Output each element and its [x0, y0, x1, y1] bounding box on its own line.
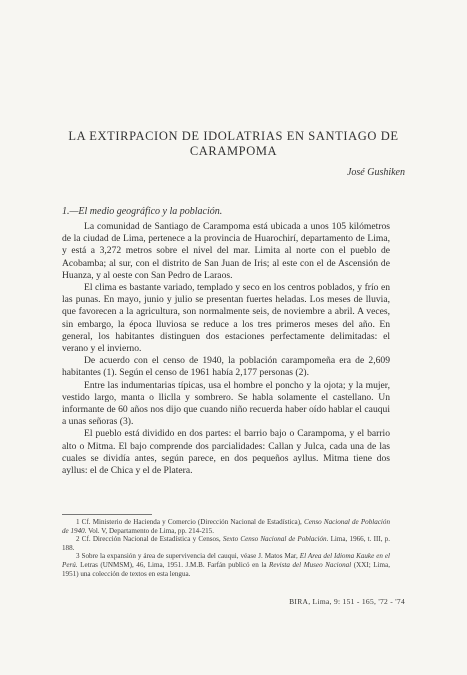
footnote-title: Sexto Censo Nacional de Población.: [222, 535, 329, 544]
footnote-text: (XXI; Lima, 1951) una colección de textos en esta lengua.: [62, 560, 390, 578]
footnote-divider: [62, 514, 152, 515]
article-body: [62, 221, 390, 477]
footnote-title: Censo Nacional de Población de 1940.: [62, 518, 390, 535]
author-name: José Gushiken: [346, 167, 405, 178]
footnote-title: Revista del Museo Nacional: [269, 560, 352, 569]
body-paragraph: La comunidad de Santiago de Carampoma está ubicada a unos 105 kilómetros de la ciudad de Lima, pertenece a la provincia de Huarochirí, departamento de Lima, y está a 3,272 metros sobre el nivel del mar. Limita al norte con el pueblo de Acobamba; al sur, con el distrito de San Juan de Iris; al este con el de Ascensión de Huanza, y al oeste con San Pedro de Laraos.: [62, 221, 390, 281]
footnote-text: Vol. V, Departamento de Lima, pp. 214-215.: [86, 526, 214, 535]
footnote-text: 1 Cf. Ministerio de Hacienda y Comercio (Dirección Nacional de Estadística),: [76, 518, 304, 526]
section-heading: 1.—El medio geográfico y la población.: [62, 206, 223, 217]
footnote: [62, 535, 390, 552]
body-paragraph: El pueblo está dividido en dos partes: el barrio bajo o Carampoma, y el barrio alto o Mitma. El bajo comprende dos parcialidades: Callan y Julca, cada una de las cuales se dividía antes, según parece, en dos pequeños ayllus. Mitma tiene dos ayllus: el de Chica y el de Platera.: [62, 428, 390, 477]
footnote: [62, 552, 390, 578]
article-title: LA EXTIRPACION DE IDOLATRIAS EN SANTIAGO DE CARAMPOMA: [68, 129, 399, 158]
footnote-title: El Area del Idioma Kauke en el Perú.: [62, 552, 390, 569]
footnotes: [62, 518, 390, 578]
footnote-text: 3 Sobre la expansión y área de supervivencia del cauqui, véase J. Matos Mar,: [76, 552, 300, 561]
body-paragraph: Entre las indumentarias típicas, usa el hombre el poncho y la ojota; y la mujer, vestido largo, manta o lliclla y sombrero. Se habla solamente el castellano. Un informante de 60 años nos dijo que cuando niño recuerda haber oído hablar el cauqui a unas señoras (3).: [62, 379, 390, 428]
body-paragraph: De acuerdo con el censo de 1940, la población carampomeña era de 2,609 habitantes (1). Según el censo de 1961 había 2,177 personas (2).: [62, 355, 390, 379]
journal-citation: BIRA, Lima, 9: 151 - 165, '72 - '74: [289, 597, 405, 606]
footnote-text: Lima, 1966, t. III, p. 188.: [62, 535, 391, 552]
footnote-text: Letras (UNMSM), 46, Lima, 1951. J.M.B. Farfán publicó en la: [77, 560, 270, 569]
footnote: [62, 518, 390, 535]
body-paragraph: El clima es bastante variado, templado y seco en los centros poblados, y frío en las punas. En mayo, junio y julio se presentan fuertes heladas. Los meses de lluvia, que favorecen a la agricultura, son normalmente seis, de noviembre a abril. A veces, sin embargo, la época lluviosa se reduce a los tres primeros meses del año. En general, los habitantes distinguen dos estaciones perfectamente delimitadas: el verano y el invierno.: [62, 282, 390, 355]
footnote-text: 2 Cf. Dirección Nacional de Estadística y Censos,: [76, 535, 223, 544]
